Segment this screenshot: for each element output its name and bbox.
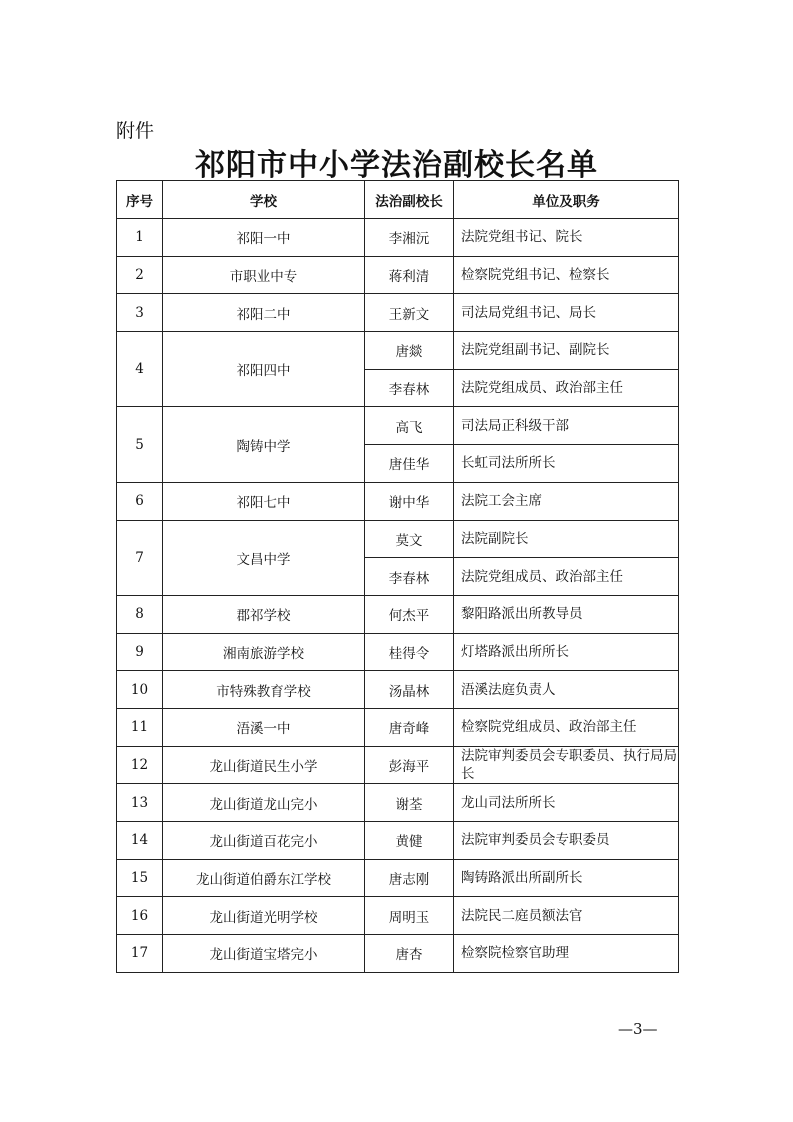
cell-no: 2 <box>117 256 163 294</box>
cell-vice-principal: 王新文 <box>365 294 454 332</box>
cell-school: 龙山街道民生小学 <box>163 746 365 784</box>
cell-school: 龙山街道伯爵东江学校 <box>163 859 365 897</box>
table-row <box>117 935 679 973</box>
page-number: —3— <box>618 1020 658 1038</box>
cell-school: 陶铸中学 <box>163 407 365 482</box>
cell-vice-principal: 桂得令 <box>365 633 454 671</box>
cell-school: 龙山街道百花完小 <box>163 822 365 860</box>
cell-position: 法院党组成员、政治部主任 <box>454 369 679 407</box>
table-row <box>117 520 679 558</box>
cell-no: 12 <box>117 746 163 784</box>
cell-vice-principal: 谢中华 <box>365 482 454 520</box>
cell-no: 3 <box>117 294 163 332</box>
cell-position: 陶铸路派出所副所长 <box>454 859 679 897</box>
cell-no: 5 <box>117 407 163 482</box>
table-row <box>117 332 679 370</box>
cell-position: 法院民二庭员额法官 <box>454 897 679 935</box>
cell-no: 10 <box>117 671 163 709</box>
table-header-row <box>117 181 679 219</box>
cell-no: 13 <box>117 784 163 822</box>
table-row <box>117 859 679 897</box>
header-school: 学校 <box>163 181 365 219</box>
cell-position: 检察院党组成员、政治部主任 <box>454 708 679 746</box>
header-position: 单位及职务 <box>454 181 679 219</box>
cell-school: 湘南旅游学校 <box>163 633 365 671</box>
cell-vice-principal: 彭海平 <box>365 746 454 784</box>
cell-no: 11 <box>117 708 163 746</box>
table-row <box>117 294 679 332</box>
cell-school: 祁阳四中 <box>163 332 365 407</box>
cell-school: 市特殊教育学校 <box>163 671 365 709</box>
table-row <box>117 671 679 709</box>
cell-vice-principal: 唐奇峰 <box>365 708 454 746</box>
cell-vice-principal: 唐志刚 <box>365 859 454 897</box>
cell-position: 法院党组副书记、副院长 <box>454 332 679 370</box>
principal-table <box>116 180 679 973</box>
cell-no: 17 <box>117 935 163 973</box>
cell-vice-principal: 黄健 <box>365 822 454 860</box>
cell-no: 8 <box>117 595 163 633</box>
cell-position: 法院审判委员会专职委员、执行局局长 <box>454 746 679 784</box>
cell-school: 祁阳七中 <box>163 482 365 520</box>
cell-position: 龙山司法所所长 <box>454 784 679 822</box>
cell-school: 文昌中学 <box>163 520 365 595</box>
cell-position: 司法局党组书记、局长 <box>454 294 679 332</box>
cell-vice-principal: 李春林 <box>365 558 454 596</box>
cell-no: 7 <box>117 520 163 595</box>
cell-position: 灯塔路派出所所长 <box>454 633 679 671</box>
cell-vice-principal: 莫文 <box>365 520 454 558</box>
cell-vice-principal: 唐佳华 <box>365 445 454 483</box>
table-row <box>117 595 679 633</box>
cell-position: 法院工会主席 <box>454 482 679 520</box>
cell-vice-principal: 蒋利清 <box>365 256 454 294</box>
table-row <box>117 708 679 746</box>
cell-no: 4 <box>117 332 163 407</box>
cell-position: 检察院党组书记、检察长 <box>454 256 679 294</box>
cell-vice-principal: 谢荃 <box>365 784 454 822</box>
cell-no: 1 <box>117 219 163 257</box>
attachment-label: 附件 <box>116 120 155 142</box>
cell-vice-principal: 汤晶林 <box>365 671 454 709</box>
cell-position: 长虹司法所所长 <box>454 445 679 483</box>
cell-school: 龙山街道光明学校 <box>163 897 365 935</box>
cell-school: 祁阳一中 <box>163 219 365 257</box>
cell-vice-principal: 周明玉 <box>365 897 454 935</box>
table-row <box>117 822 679 860</box>
cell-position: 司法局正科级干部 <box>454 407 679 445</box>
cell-position: 法院审判委员会专职委员 <box>454 822 679 860</box>
header-vice-principal: 法治副校长 <box>365 181 454 219</box>
cell-vice-principal: 李春林 <box>365 369 454 407</box>
cell-vice-principal: 何杰平 <box>365 595 454 633</box>
cell-no: 14 <box>117 822 163 860</box>
cell-no: 9 <box>117 633 163 671</box>
cell-school: 浯溪一中 <box>163 708 365 746</box>
cell-school: 龙山街道宝塔完小 <box>163 935 365 973</box>
table-row <box>117 633 679 671</box>
table-body <box>117 219 679 973</box>
cell-vice-principal: 唐燚 <box>365 332 454 370</box>
cell-school: 市职业中专 <box>163 256 365 294</box>
table-row <box>117 784 679 822</box>
cell-no: 16 <box>117 897 163 935</box>
cell-vice-principal: 唐杏 <box>365 935 454 973</box>
table-row <box>117 746 679 784</box>
document-title: 祁阳市中小学法治副校长名单 <box>195 148 598 183</box>
cell-vice-principal: 李湘沅 <box>365 219 454 257</box>
table-row <box>117 897 679 935</box>
table-row <box>117 407 679 445</box>
cell-position: 法院党组成员、政治部主任 <box>454 558 679 596</box>
cell-school: 龙山街道龙山完小 <box>163 784 365 822</box>
cell-vice-principal: 高飞 <box>365 407 454 445</box>
cell-position: 黎阳路派出所教导员 <box>454 595 679 633</box>
cell-position: 浯溪法庭负责人 <box>454 671 679 709</box>
table-row <box>117 219 679 257</box>
header-no: 序号 <box>117 181 163 219</box>
cell-position: 法院党组书记、院长 <box>454 219 679 257</box>
table-row <box>117 256 679 294</box>
cell-no: 15 <box>117 859 163 897</box>
cell-school: 郡祁学校 <box>163 595 365 633</box>
table-row <box>117 482 679 520</box>
cell-position: 法院副院长 <box>454 520 679 558</box>
cell-position: 检察院检察官助理 <box>454 935 679 973</box>
cell-no: 6 <box>117 482 163 520</box>
cell-school: 祁阳二中 <box>163 294 365 332</box>
